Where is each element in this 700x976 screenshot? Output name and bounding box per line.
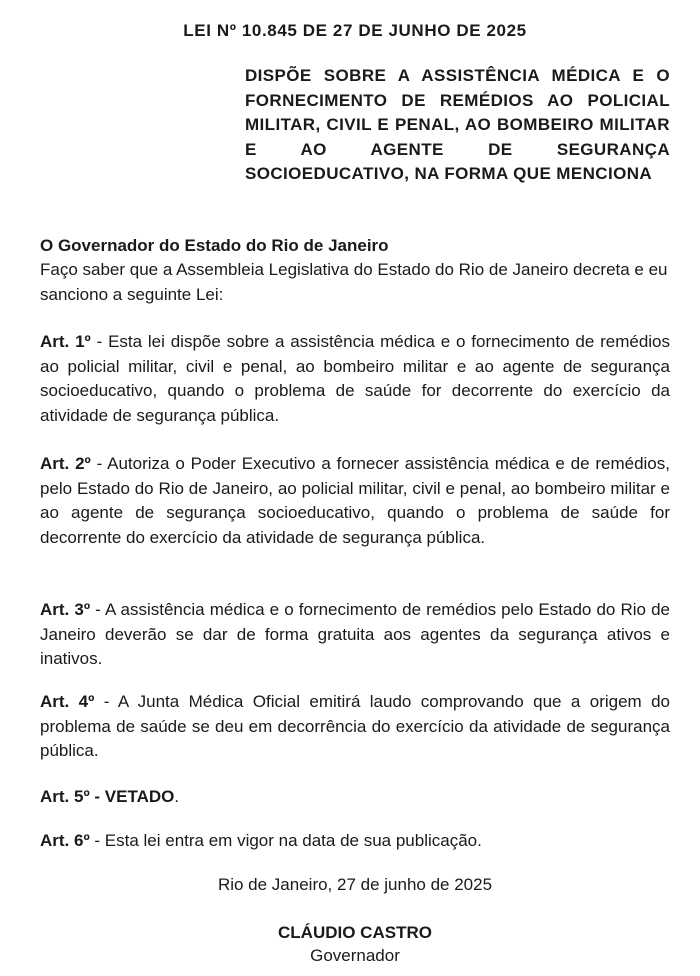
article-5 [40,785,670,810]
article-6 [40,829,670,854]
article-3-label: Art. 3º [40,600,91,619]
article-3 [40,598,670,672]
preamble-heading: O Governador do Estado do Rio de Janeiro [40,236,389,255]
article-5-text: VETADO [104,787,175,806]
preamble-text: Faço saber que a Assembleia Legislativa do Estado do Rio de Janeiro decreta e eu sanciono a seguinte Lei: [40,260,668,304]
article-2-text: Autoriza o Poder Executivo a fornecer assistência médica e de remédios, pelo Estado do Rio de Janeiro, ao policial militar, civil e penal, ao bombeiro militar e ao agente de segurança socioeducativo, quando o problema de saúde for decorrente do exercício da atividade de segurança pública. [40,454,670,547]
article-6-text: Esta lei entra em vigor na data de sua publicação. [104,831,482,850]
article-4 [40,690,670,764]
article-1-separator: - [90,332,109,351]
law-title: LEI Nº 10.845 DE 27 DE JUNHO DE 2025 [183,21,527,40]
article-5-label: Art. 5º [40,787,90,806]
article-5-separator: - [89,787,105,806]
signer-role: Governador [310,946,400,965]
article-6-label: Art. 6º [40,831,90,850]
article-4-text: A Junta Médica Oficial emitirá laudo comprovando que a origem do problema de saúde se deu em decorrência do exercício da atividade de segurança pública. [40,692,670,760]
article-1-text: Esta lei dispõe sobre a assistência médica e o fornecimento de remédios ao policial militar, civil e penal, ao bombeiro militar e ao agente de segurança socioeducativo, quando o problema de saúde for decorrente do exercício da atividade de segurança pública. [40,332,671,425]
article-2-label: Art. 2º [40,454,91,473]
article-6-separator: - [89,831,105,850]
signer-name: CLÁUDIO CASTRO [278,923,432,942]
article-4-label: Art. 4º [40,692,95,711]
article-4-separator: - [94,692,118,711]
article-3-separator: - [90,600,106,619]
law-ementa: DISPÕE SOBRE A ASSISTÊNCIA MÉDICA E O FORNECIMENTO DE REMÉDIOS AO POLICIAL MILITAR, CIVIL E PENAL, AO BOMBEIRO MILITAR E AO AGENTE DE SEGURANÇA SOCIOEDUCATIVO, NA FORMA QUE MENCIONA [245,66,670,183]
place-date: Rio de Janeiro, 27 de junho de 2025 [217,875,493,894]
article-1-label: Art. 1º [40,332,91,351]
article-3-text: A assistência médica e o fornecimento de remédios pelo Estado do Rio de Janeiro deverão se dar de forma gratuita aos agentes da segurança ativos e inativos. [40,600,671,668]
article-1 [40,330,670,428]
article-2-separator: - [90,454,108,473]
article-2 [40,452,670,550]
article-5-suffix: . [174,787,180,806]
